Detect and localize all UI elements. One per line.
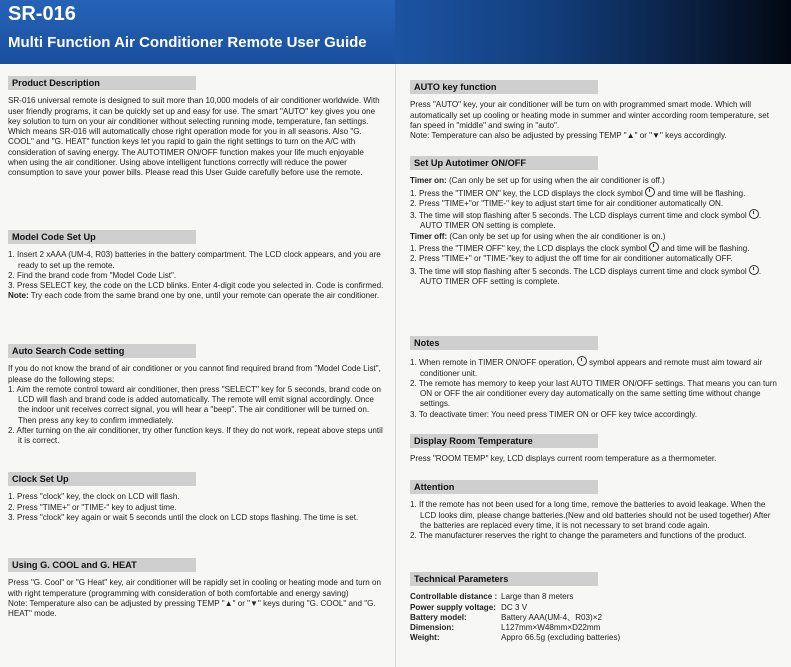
section-clock: [8, 472, 385, 523]
spec-row: Power supply voltage: DC 3 V: [410, 602, 528, 612]
clock-step-3: 3. Press "clock" key again or wait 5 seconds until the clock on LCD stops flashing. The time is set.: [8, 512, 359, 522]
section-auto-search: [8, 344, 385, 447]
clock-icon: [749, 209, 759, 219]
section-model-code: [8, 230, 385, 302]
banner-right: [395, 0, 791, 64]
auto-key-text: Press "AUTO" key, your air conditioner will be turn on with programmed smart mode. Which will automatically set up cooling or heating mode in summer and winter according room temperature, set fan speed in "middle" and swing in "auto".: [410, 100, 770, 130]
section-product: [8, 76, 385, 179]
auto-search-step-1: 1. Aim the remote control toward air conditioner, then press "SELECT" key for 5 seconds, brand code on LCD will flash and brand code is added automatically. The remote will emit signal accordingly. Once the indoor unit receives correct signal, you will hear a "beep". The air conditioner will be turned on. Then press any key to confirm immediately.: [8, 384, 381, 425]
auto-key-note: Note: Temperature can also be adjusted by pressing TEMP "▲" or "▼" keys accordingly.: [410, 131, 727, 141]
section-gcool: [8, 558, 385, 619]
product-text: SR-016 universal remote is designed to suit more than 10,000 models of air conditioner worldwide. With user friendly programs, it can be quickly set up and easy for use. The smart "AUTO" key gives you one key solution to turn on your air conditioner without selecting running mode, temperature, fan settings. Which means SR-016 will automatically chose right operation mode for you in all seasons. Also "G. COOL" and "G. HEAT" function keys let you rapid to gain the right settings to turn on the A/C with consideration of saving energy. The AUTOTIMER ON/OFF function makes your life much enjoyable when using the air conditioner. Using above intelligent functions correctly will reduce the power consumption to save your power bills. Please read this User Guide carefully before use the remote.: [8, 96, 380, 178]
spec-row: Dimension: L127mm×W48mm×D22mm: [410, 623, 601, 633]
section-notes: [410, 336, 782, 420]
section-attention: [410, 480, 782, 541]
header-banner: [0, 0, 791, 64]
heading-notes: Notes: [410, 336, 598, 350]
heading-attention: Attention: [410, 480, 598, 494]
heading-product: Product Description: [8, 76, 196, 90]
heading-specs: Technical Parameters: [410, 572, 598, 586]
timer-off-line: Timer off: (Can only be set up for using when the air conditioner is on.): [410, 231, 666, 241]
notes-item-1: 1. When remote in TIMER ON/OFF operation, symbol appears and remote must aim toward air conditioner unit.: [410, 358, 763, 378]
auto-search-step-2: 2. After turning on the air conditioner, try other function keys. If they do not work, repeat above steps until it is correct.: [8, 426, 383, 446]
spec-row: Battery model: Battery AAA(UM-4、R03)×2: [410, 612, 602, 622]
heading-autotimer: Set Up Autotimer ON/OFF: [410, 156, 598, 170]
heading-model-code: Model Code Set Up: [8, 230, 196, 244]
spec-row: Weight: Appro 66.5g (excluding batteries): [410, 633, 621, 643]
timer-off-step-2: 2. Press "TIME+" or "TIME-"key to adjust the off time for air conditioner automatically OFF.: [410, 254, 733, 264]
clock-icon: [577, 356, 587, 366]
document-subtitle: Multi Function Air Conditioner Remote User Guide: [8, 34, 367, 51]
section-specs: [410, 572, 782, 644]
section-auto-key: [410, 80, 782, 141]
heading-room-temp: Display Room Temperature: [410, 434, 598, 448]
timer-on-step-1: 1. Press the "TIMER ON" key, the LCD displays the clock symbol and time will be flashing.: [410, 188, 746, 198]
clock-icon: [649, 242, 659, 252]
notes-item-3: 3. To deactivate timer: You need press TIMER ON or OFF key twice accordingly.: [410, 409, 697, 419]
heading-clock: Clock Set Up: [8, 472, 196, 486]
section-autotimer: [410, 156, 782, 287]
gcool-text: Press "G. Cool" or "G Heat" key, air conditioner will be rapidly set in cooling or heating mode and turn on with right temperature (programming with consideration of both comfortable and energy saving): [8, 578, 382, 598]
room-temp-text: Press "ROOM TEMP" key, LCD displays current room temperature as a thermometer.: [410, 454, 717, 464]
document-title: SR-016: [8, 3, 76, 25]
spec-row: Controllable distance : Large than 8 meters: [410, 592, 574, 602]
timer-on-line: Timer on: (Can only be set up for using when the air conditioner is off.): [410, 176, 665, 186]
model-note: Note: Try each code from the same brand one by one, until your remote can operate the air conditioner.: [8, 291, 380, 301]
timer-off-step-1: 1. Press the "TIMER OFF" key, the LCD displays the clock symbol and time will be flashing.: [410, 244, 750, 254]
auto-search-intro: If you do not know the brand of air conditioner or you cannot find required brand from "Model Code List", please do the following steps:: [8, 364, 381, 384]
clock-icon: [749, 265, 759, 275]
heading-auto-key: AUTO key function: [410, 80, 598, 94]
timer-on-step-3: 3. The time will stop flashing after 5 seconds. The LCD displays current time and clock symbol . AUTO TIMER ON setting is complete.: [410, 211, 762, 231]
attention-item-1: 1. If the remote has not been used for a long time, remove the batteries to avoid leakage. When the LCD looks dim, please change batteries.(New and old batteries should not be used together) After the batteries are replaced every time, it is not necessary to set brand code again.: [410, 500, 771, 530]
model-step-2: 2. Find the brand code from "Model Code List".: [8, 270, 177, 280]
model-step-1: 1. Insert 2 xAAA (UM-4, R03) batteries in the battery compartment. The LCD clock appears, and you are ready to set up the remote.: [8, 250, 381, 270]
heading-gcool: Using G. COOL and G. HEAT: [8, 558, 196, 572]
page-divider: [395, 64, 396, 667]
timer-on-step-2: 2. Press "TIME+"or "TIME-" key to adjust start time for air conditioner automatically ON.: [410, 198, 724, 208]
gcool-note: Note: Temperature also can be adjusted by pressing TEMP "▲" or "▼" keys during "G. COOL" and "G. HEAT" mode.: [8, 598, 376, 619]
clock-icon: [645, 187, 655, 197]
clock-step-2: 2. Press "TIME+" or "TIME-" key to adjust time.: [8, 502, 177, 512]
attention-item-2: 2. The manufacturer reserves the right to change the parameters and functions of the product.: [410, 531, 747, 541]
model-step-3: 3. Press SELECT key, the code on the LCD blinks. Enter 4-digit code you selected in. Code is confirmed.: [8, 281, 384, 291]
timer-off-step-3: 3. The time will stop flashing after 5 seconds. The LCD displays current time and clock symbol . AUTO TIMER OFF setting is complete.: [410, 266, 762, 286]
section-room-temp: [410, 434, 782, 465]
notes-item-2: 2. The remote has memory to keep your last AUTO TIMER ON/OFF settings. That means you can turn ON or OFF the air conditioner every day automatically on the same setting time without change settings.: [410, 378, 777, 409]
heading-auto-search: Auto Search Code setting: [8, 344, 196, 358]
clock-step-1: 1. Press "clock" key, the clock on LCD will flash.: [8, 492, 180, 502]
